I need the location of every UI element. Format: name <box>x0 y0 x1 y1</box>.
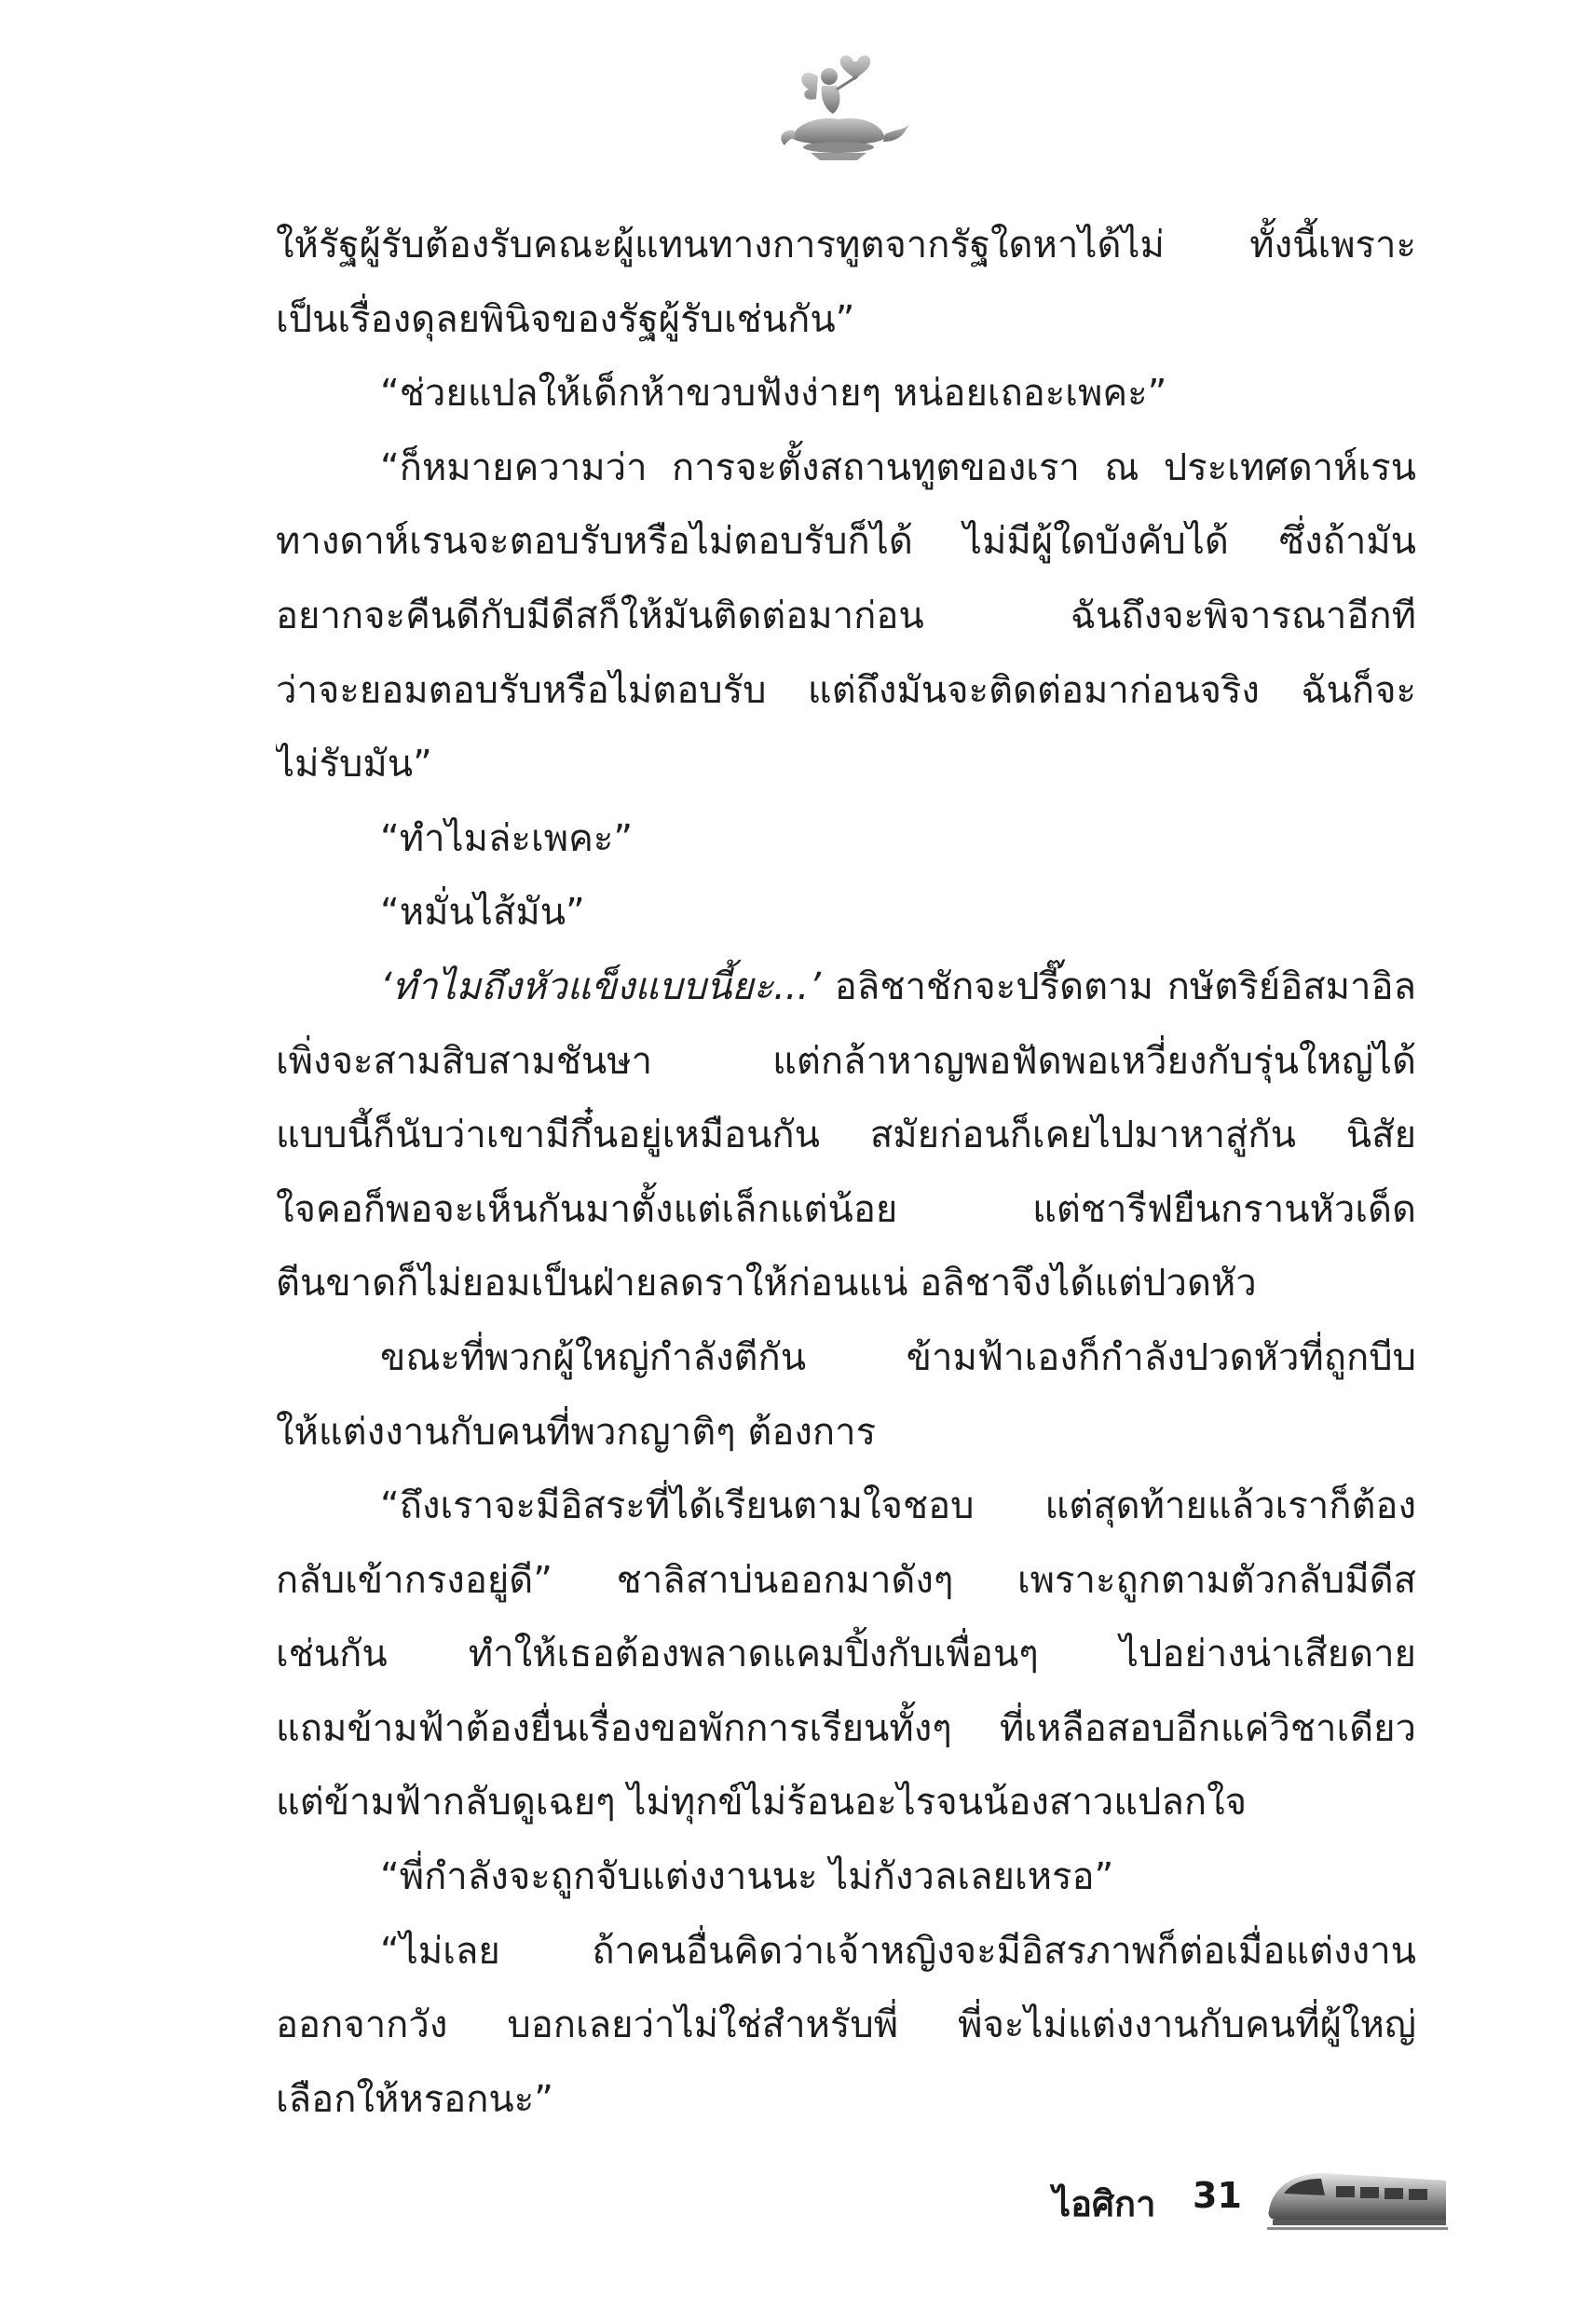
text-line: “ช่วยแปลให้เด็กห้าขวบฟังง่ายๆ หน่อยเถอะเพคะ” <box>380 372 1167 416</box>
text-line: “ไม่เลย ถ้าคนอื่นคิดว่าเจ้าหญิงจะมีอิสรภาพก็ต่อเมื่อแต่งงาน <box>380 1929 1416 1973</box>
text-line: แบบนี้ก็นับว่าเขามีกึ๋นอยู่เหมือนกัน สมัยก่อนก็เคยไปมาหาสู่กัน นิสัย <box>276 1114 1416 1157</box>
page-footer <box>1044 2162 1453 2236</box>
text-line: ขณะที่พวกผู้ใหญ่กำลังตีกัน ข้ามฟ้าเองก็กำลังปวดหัวที่ถูกบีบ <box>380 1335 1416 1379</box>
text-line-rest: อลิชาชักจะปรี๊ดตาม กษัตริย์อิสมาอิล <box>820 964 1416 1008</box>
text-line: ให้แต่งงานกับคนที่พวกญาติๆ ต้องการ <box>276 1410 877 1454</box>
text-line: “ถึงเราจะมีอิสระที่ได้เรียนตามใจชอบ แต่สุดท้ายแล้วเราก็ต้อง <box>380 1484 1416 1528</box>
text-line: อยากจะคืนดีกับมีดีสก็ให้มันติดต่อมาก่อน ฉันถึงจะพิจารณาอีกที <box>276 594 1416 637</box>
angel-teapot-ornament-icon <box>764 48 913 170</box>
text-line: ออกจากวัง บอกเลยว่าไม่ใช่สำหรับพี่ พี่จะไม่แต่งงานกับคนที่ผู้ใหญ่ <box>276 2003 1416 2047</box>
text-line: แถมข้ามฟ้าต้องยื่นเรื่องขอพักการเรียนทั้งๆ ที่เหลือสอบอีกแค่วิชาเดียว <box>276 1706 1416 1750</box>
text-line <box>276 950 1416 1025</box>
italic-thought: ‘ทำไมถึงหัวแข็งแบบนี้ยะ...’ <box>380 964 821 1008</box>
train-icon <box>1263 2162 1450 2235</box>
text-line: “ทำไมล่ะเพคะ” <box>380 816 634 860</box>
text-line: เพิ่งจะสามสิบสามชันษา แต่กล้าหาญพอฟัดพอเหวี่ยงกับรุ่นใหญ่ได้ <box>276 1039 1416 1083</box>
body-text <box>276 209 1416 2137</box>
text-line: ใจคอก็พอจะเห็นกันมาตั้งแต่เล็กแต่น้อย แต่ชารีฟยืนกรานหัวเด็ด <box>276 1187 1416 1231</box>
page-number: 31 <box>1193 2175 1242 2216</box>
text-line: “พี่กำลังจะถูกจับแต่งงานนะ ไม่กังวลเลยเหรอ” <box>380 1855 1114 1899</box>
text-line: กลับเข้ากรงอยู่ดี” ชาลิสาบ่นออกมาดังๆ เพราะถูกตามตัวกลับมีดีส <box>276 1558 1416 1602</box>
book-title: ไอศิกา <box>1053 2183 1156 2224</box>
text-line: “หมั่นไส้มัน” <box>380 891 585 935</box>
text-line: ว่าจะยอมตอบรับหรือไม่ตอบรับ แต่ถึงมันจะติดต่อมาก่อนจริง ฉันก็จะ <box>276 668 1416 712</box>
text-line: เช่นกัน ทำให้เธอต้องพลาดแคมปิ้งกับเพื่อนๆ ไปอย่างน่าเสียดาย <box>276 1633 1416 1676</box>
text-line: ทางดาห์เรนจะตอบรับหรือไม่ตอบรับก็ได้ ไม่มีผู้ใดบังคับได้ ซึ่งถ้ามัน <box>276 520 1416 564</box>
text-line: แต่ข้ามฟ้ากลับดูเฉยๆ ไม่ทุกข์ไม่ร้อนอะไรจนน้องสาวแปลกใจ <box>276 1781 1248 1825</box>
text-line: เป็นเรื่องดุลยพินิจของรัฐผู้รับเช่นกัน” <box>276 297 855 341</box>
text-line: “ก็หมายความว่า การจะตั้งสถานทูตของเรา ณ ประเทศดาห์เรน <box>380 445 1416 489</box>
text-line: ตีนขาดก็ไม่ยอมเป็นฝ่ายลดราให้ก่อนแน่ อลิชาจึงได้แต่ปวดหัว <box>276 1262 1257 1306</box>
text-line: เลือกให้หรอกนะ” <box>276 2077 553 2121</box>
text-line: ไม่รับมัน” <box>276 743 432 786</box>
text-line: ให้รัฐผู้รับต้องรับคณะผู้แทนทางการทูตจากรัฐใดหาได้ไม่ ทั้งนี้เพราะ <box>276 224 1416 267</box>
